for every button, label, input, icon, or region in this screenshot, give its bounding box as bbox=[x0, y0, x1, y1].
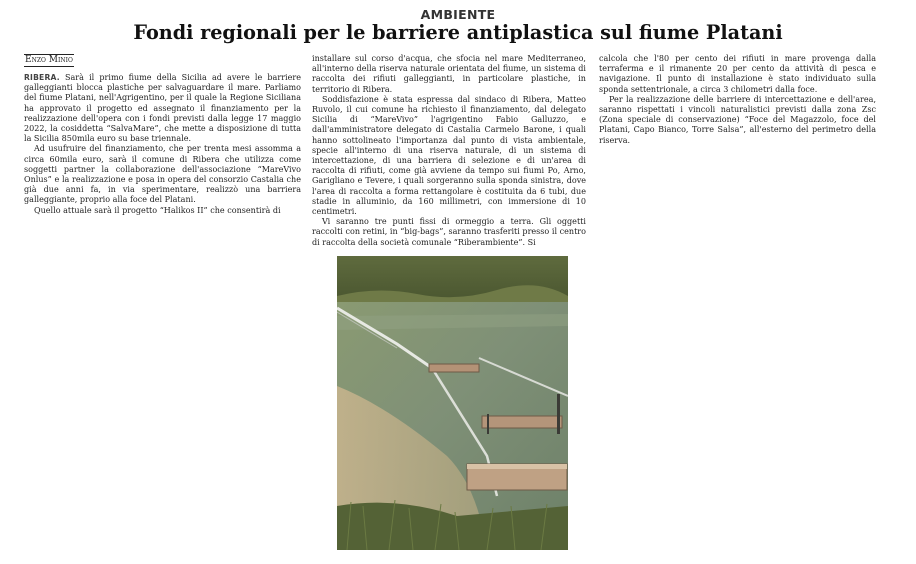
paragraph-text: Sarà il primo fiume della Sicilia ad avere le barriere galleggianti blocca plastiche per salvaguardare il mare. Parliamo del fiume Platani, nell'Agrigentino, per il quale la Regione Siciliana ha approvato il progetto ed assegnato il finanziamento per la realizzazione dell'opera con i fondi previsti dalla legge 17 maggio 2022, la cosiddetta “SalvaMare”, che mette a disposizione di tutta la Sicilia 850mila euro su base triennale. bbox=[24, 73, 301, 144]
byline: Enzo Minio bbox=[25, 55, 73, 65]
section-kicker: AMBIENTE bbox=[420, 7, 496, 22]
paragraph: Ad usufruire del finanziamento, che per trenta mesi assomma a circa 60mila euro, sarà il comune di Ribera che utilizza come soggetti partner la collaborazione dell'associazione “MareVivo Onlus” e la realizzazione e posa in opera del consorzio Castalia che già due anni fa, in via sperimentare, realizzò una barriera galleggiante, proprio alla foce del Platani. bbox=[24, 144, 301, 205]
paragraph: Vi saranno tre punti fissi di ormeggio a terra. Gli oggetti raccolti con retini, in “big-bags”, saranno trasferiti presso il centro di raccolta della società comunale “Riberambiente”. Si bbox=[312, 217, 586, 247]
headline: Fondi regionali per le barriere antiplastica sul fiume Platani bbox=[133, 21, 783, 44]
paragraph bbox=[24, 73, 301, 144]
paragraph: Soddisfazione è stata espressa dal sindaco di Ribera, Matteo Ruvolo, il cui comune ha richiesto il finanziamento, dal delegato Sicilia di “MareVivo” l'agrigentino Fabio Galluzzo, e dall'amministratore delegato di Castalia Carmelo Barone, i quali hanno sottolineato l'importanza dal punto di vista ambientale, specie all'interno di una riserva naturale, di un sistema di intercettazione, di una barriera di selezione e di un'area di raccolta di rifiuti, come già avviene da tempo sui fiumi Po, Arno, Garigliano e Tevere, i quali sorgeranno sulla sponda sinistra, dove l'area di raccolta a forma rettangolare è costituita da 6 tubi, due stadie in alluminio, da 160 millimetri, con immersione di 10 centimetri. bbox=[312, 94, 586, 217]
dateline: RIBERA. bbox=[24, 73, 60, 82]
article-column-2 bbox=[312, 54, 586, 248]
article-column-3 bbox=[599, 54, 876, 146]
river-barrier-photo bbox=[337, 256, 568, 550]
article-column-1 bbox=[24, 73, 301, 216]
paragraph: installare sul corso d'acqua, che sfocia nel mare Mediterraneo, all'interno della riserva naturale orientata del fiume, un sistema di raccolta dei rifiuti galleggianti, in particolare plastiche, in territorio di Ribera. bbox=[312, 54, 586, 94]
paragraph: calcola che l'80 per cento dei rifiuti in mare provenga dalla terraferma e il rimanente 20 per cento da attività di pesca e navigazione. Il punto di installazione è stato individuato sulla sponda settentrionale, a circa 3 chilometri dalla foce. bbox=[599, 54, 876, 94]
paragraph: Per la realizzazione delle barriere di intercettazione e dell'area, saranno rispettati i vincoli naturalistici previsti dalla zona Zsc (Zona speciale di conservazione) “Foce del Magazzolo, foce del Platani, Capo Bianco, Torre Salsa”, all'esterno del perimetro della riserva. bbox=[599, 94, 876, 145]
paragraph: Quello attuale sarà il progetto “Halikos II” che consentirà di bbox=[34, 205, 281, 215]
